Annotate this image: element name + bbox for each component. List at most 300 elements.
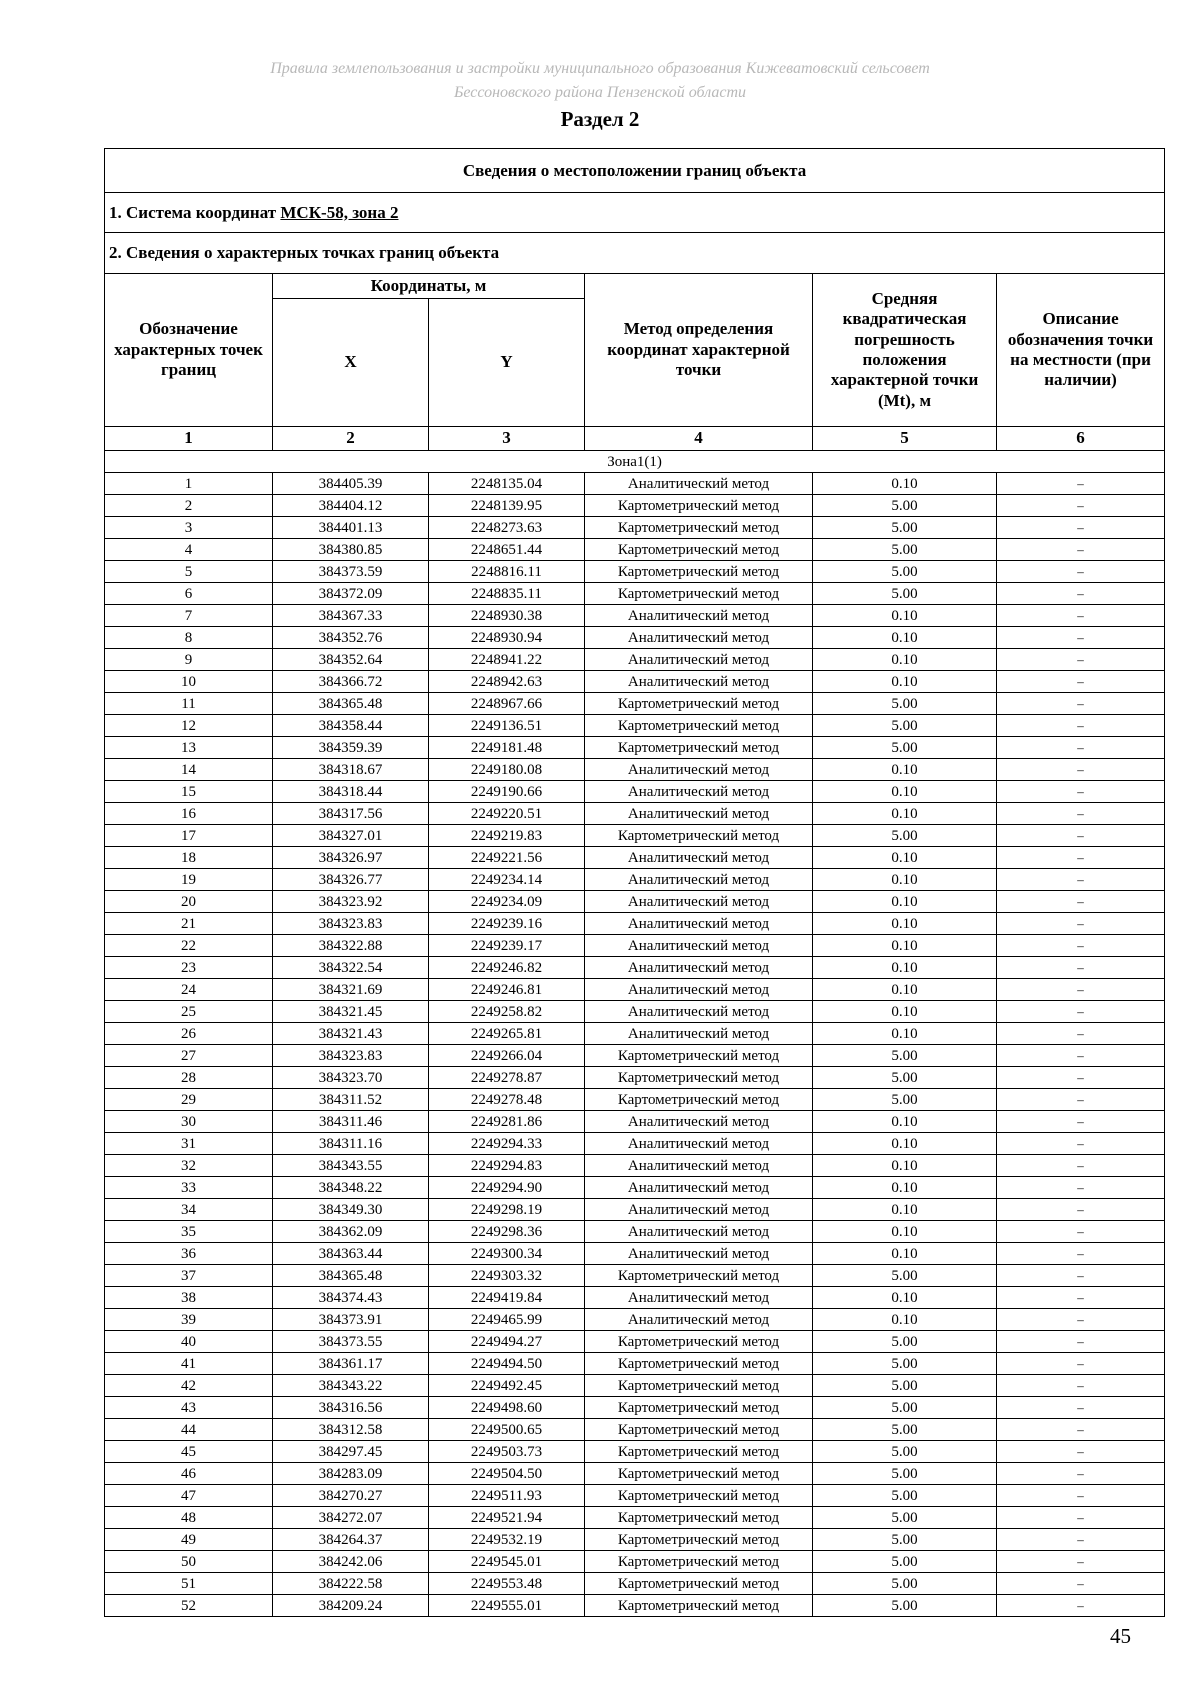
y-coordinate: 2248930.94	[429, 627, 585, 649]
point-number: 8	[105, 627, 273, 649]
method: Аналитический метод	[585, 671, 813, 693]
description: –	[997, 1529, 1165, 1551]
table-row	[105, 1529, 1165, 1551]
description: –	[997, 979, 1165, 1001]
table-row	[105, 473, 1165, 495]
method: Картометрический метод	[585, 1485, 813, 1507]
y-coordinate: 2249136.51	[429, 715, 585, 737]
col-header-coordinates: Координаты, м	[273, 274, 585, 299]
method: Аналитический метод	[585, 1287, 813, 1309]
point-number: 13	[105, 737, 273, 759]
x-coordinate: 384374.43	[273, 1287, 429, 1309]
mean-error: 5.00	[813, 1507, 997, 1529]
x-coordinate: 384311.52	[273, 1089, 429, 1111]
col-number-4: 4	[585, 427, 813, 451]
table-row	[105, 847, 1165, 869]
method: Картометрический метод	[585, 715, 813, 737]
table-row	[105, 1287, 1165, 1309]
point-number: 30	[105, 1111, 273, 1133]
page-number: 45	[1110, 1624, 1131, 1648]
x-coordinate: 384321.45	[273, 1001, 429, 1023]
description: –	[997, 517, 1165, 539]
point-number: 42	[105, 1375, 273, 1397]
col-number-3: 3	[429, 427, 585, 451]
description: –	[997, 1199, 1165, 1221]
y-coordinate: 2249494.27	[429, 1331, 585, 1353]
description: –	[997, 1353, 1165, 1375]
table-row	[105, 539, 1165, 561]
description: –	[997, 473, 1165, 495]
description: –	[997, 869, 1165, 891]
mean-error: 0.10	[813, 1111, 997, 1133]
mean-error: 0.10	[813, 605, 997, 627]
x-coordinate: 384343.55	[273, 1155, 429, 1177]
table-row	[105, 979, 1165, 1001]
table-row	[105, 649, 1165, 671]
mean-error: 5.00	[813, 1573, 997, 1595]
y-coordinate: 2248651.44	[429, 539, 585, 561]
description: –	[997, 1397, 1165, 1419]
mean-error: 5.00	[813, 737, 997, 759]
point-number: 25	[105, 1001, 273, 1023]
table-row	[105, 935, 1165, 957]
point-number: 3	[105, 517, 273, 539]
method: Аналитический метод	[585, 803, 813, 825]
table-row	[105, 1221, 1165, 1243]
description: –	[997, 759, 1165, 781]
description: –	[997, 495, 1165, 517]
col-header-error: Средняя квадратическая погрешность положения характерной точки (Mt), м	[813, 274, 997, 427]
y-coordinate: 2249265.81	[429, 1023, 585, 1045]
table-title: Сведения о местоположении границ объекта	[105, 149, 1165, 193]
point-number: 36	[105, 1243, 273, 1265]
x-coordinate: 384270.27	[273, 1485, 429, 1507]
mean-error: 5.00	[813, 1529, 997, 1551]
mean-error: 5.00	[813, 1067, 997, 1089]
table-row	[105, 1199, 1165, 1221]
x-coordinate: 384401.13	[273, 517, 429, 539]
y-coordinate: 2249234.14	[429, 869, 585, 891]
coordinate-system-row	[105, 193, 1165, 233]
mean-error: 0.10	[813, 913, 997, 935]
running-header-line-1: Правила землепользования и застройки муниципального образования Кижеватовский сельсовет	[270, 60, 930, 77]
point-number: 27	[105, 1045, 273, 1067]
point-number: 29	[105, 1089, 273, 1111]
point-number: 39	[105, 1309, 273, 1331]
x-coordinate: 384317.56	[273, 803, 429, 825]
y-coordinate: 2248967.66	[429, 693, 585, 715]
method: Картометрический метод	[585, 1441, 813, 1463]
table-row	[105, 1573, 1165, 1595]
x-coordinate: 384373.59	[273, 561, 429, 583]
method: Аналитический метод	[585, 1133, 813, 1155]
point-number: 7	[105, 605, 273, 627]
point-number: 16	[105, 803, 273, 825]
coordinate-system-value: МСК-58, зона 2	[280, 202, 399, 222]
col-number-1: 1	[105, 427, 273, 451]
mean-error: 5.00	[813, 1485, 997, 1507]
mean-error: 5.00	[813, 1595, 997, 1617]
method: Аналитический метод	[585, 979, 813, 1001]
table-row	[105, 957, 1165, 979]
y-coordinate: 2249498.60	[429, 1397, 585, 1419]
zone-label: Зона1(1)	[105, 451, 1165, 473]
x-coordinate: 384311.46	[273, 1111, 429, 1133]
method: Аналитический метод	[585, 605, 813, 627]
mean-error: 0.10	[813, 1199, 997, 1221]
y-coordinate: 2249266.04	[429, 1045, 585, 1067]
table-row	[105, 781, 1165, 803]
description: –	[997, 715, 1165, 737]
description: –	[997, 605, 1165, 627]
mean-error: 0.10	[813, 1243, 997, 1265]
point-number: 1	[105, 473, 273, 495]
points-heading: 2. Сведения о характерных точках границ объекта	[105, 233, 1165, 274]
mean-error: 5.00	[813, 583, 997, 605]
method: Аналитический метод	[585, 935, 813, 957]
mean-error: 5.00	[813, 1331, 997, 1353]
y-coordinate: 2249180.08	[429, 759, 585, 781]
point-number: 26	[105, 1023, 273, 1045]
method: Картометрический метод	[585, 1463, 813, 1485]
description: –	[997, 1067, 1165, 1089]
table-row	[105, 913, 1165, 935]
description: –	[997, 1507, 1165, 1529]
y-coordinate: 2249521.94	[429, 1507, 585, 1529]
x-coordinate: 384366.72	[273, 671, 429, 693]
x-coordinate: 384209.24	[273, 1595, 429, 1617]
description: –	[997, 1375, 1165, 1397]
method: Аналитический метод	[585, 1155, 813, 1177]
mean-error: 0.10	[813, 473, 997, 495]
x-coordinate: 384363.44	[273, 1243, 429, 1265]
point-number: 4	[105, 539, 273, 561]
description: –	[997, 1287, 1165, 1309]
method: Аналитический метод	[585, 869, 813, 891]
y-coordinate: 2249504.50	[429, 1463, 585, 1485]
x-coordinate: 384297.45	[273, 1441, 429, 1463]
mean-error: 0.10	[813, 1309, 997, 1331]
description: –	[997, 1331, 1165, 1353]
x-coordinate: 384283.09	[273, 1463, 429, 1485]
point-number: 52	[105, 1595, 273, 1617]
boundary-points-table	[104, 148, 1165, 1617]
method: Картометрический метод	[585, 1573, 813, 1595]
table-row	[105, 1111, 1165, 1133]
description: –	[997, 825, 1165, 847]
table-row	[105, 1353, 1165, 1375]
method: Картометрический метод	[585, 1375, 813, 1397]
method: Картометрический метод	[585, 1265, 813, 1287]
x-coordinate: 384348.22	[273, 1177, 429, 1199]
x-coordinate: 384367.33	[273, 605, 429, 627]
x-coordinate: 384321.69	[273, 979, 429, 1001]
point-number: 11	[105, 693, 273, 715]
method: Картометрический метод	[585, 825, 813, 847]
y-coordinate: 2249298.36	[429, 1221, 585, 1243]
table-row	[105, 1265, 1165, 1287]
mean-error: 0.10	[813, 649, 997, 671]
description: –	[997, 1551, 1165, 1573]
method: Картометрический метод	[585, 583, 813, 605]
x-coordinate: 384323.83	[273, 913, 429, 935]
mean-error: 0.10	[813, 781, 997, 803]
description: –	[997, 913, 1165, 935]
x-coordinate: 384362.09	[273, 1221, 429, 1243]
y-coordinate: 2249555.01	[429, 1595, 585, 1617]
table-row	[105, 1485, 1165, 1507]
point-number: 33	[105, 1177, 273, 1199]
point-number: 6	[105, 583, 273, 605]
mean-error: 0.10	[813, 935, 997, 957]
method: Аналитический метод	[585, 781, 813, 803]
description: –	[997, 1463, 1165, 1485]
method: Картометрический метод	[585, 1353, 813, 1375]
mean-error: 5.00	[813, 693, 997, 715]
x-coordinate: 384321.43	[273, 1023, 429, 1045]
y-coordinate: 2249278.48	[429, 1089, 585, 1111]
description: –	[997, 1309, 1165, 1331]
x-coordinate: 384365.48	[273, 693, 429, 715]
description: –	[997, 693, 1165, 715]
y-coordinate: 2249300.34	[429, 1243, 585, 1265]
x-coordinate: 384327.01	[273, 825, 429, 847]
point-number: 19	[105, 869, 273, 891]
method: Картометрический метод	[585, 517, 813, 539]
x-coordinate: 384272.07	[273, 1507, 429, 1529]
y-coordinate: 2248835.11	[429, 583, 585, 605]
x-coordinate: 384405.39	[273, 473, 429, 495]
mean-error: 5.00	[813, 1551, 997, 1573]
table-row	[105, 1309, 1165, 1331]
method: Аналитический метод	[585, 1199, 813, 1221]
mean-error: 0.10	[813, 1023, 997, 1045]
mean-error: 5.00	[813, 1375, 997, 1397]
point-number: 51	[105, 1573, 273, 1595]
method: Картометрический метод	[585, 1397, 813, 1419]
mean-error: 5.00	[813, 1463, 997, 1485]
point-number: 48	[105, 1507, 273, 1529]
y-coordinate: 2248139.95	[429, 495, 585, 517]
mean-error: 0.10	[813, 1133, 997, 1155]
x-coordinate: 384365.48	[273, 1265, 429, 1287]
mean-error: 0.10	[813, 1001, 997, 1023]
method: Аналитический метод	[585, 891, 813, 913]
mean-error: 0.10	[813, 1177, 997, 1199]
x-coordinate: 384359.39	[273, 737, 429, 759]
method: Картометрический метод	[585, 1595, 813, 1617]
point-number: 12	[105, 715, 273, 737]
y-coordinate: 2249532.19	[429, 1529, 585, 1551]
description: –	[997, 649, 1165, 671]
description: –	[997, 1419, 1165, 1441]
col-number-2: 2	[273, 427, 429, 451]
x-coordinate: 384311.16	[273, 1133, 429, 1155]
point-number: 47	[105, 1485, 273, 1507]
y-coordinate: 2249503.73	[429, 1441, 585, 1463]
x-coordinate: 384352.64	[273, 649, 429, 671]
point-number: 38	[105, 1287, 273, 1309]
mean-error: 5.00	[813, 517, 997, 539]
y-coordinate: 2249281.86	[429, 1111, 585, 1133]
point-number: 24	[105, 979, 273, 1001]
y-coordinate: 2249258.82	[429, 1001, 585, 1023]
table-row	[105, 1067, 1165, 1089]
description: –	[997, 627, 1165, 649]
mean-error: 5.00	[813, 495, 997, 517]
point-number: 49	[105, 1529, 273, 1551]
mean-error: 0.10	[813, 671, 997, 693]
method: Картометрический метод	[585, 561, 813, 583]
method: Аналитический метод	[585, 957, 813, 979]
mean-error: 5.00	[813, 1353, 997, 1375]
col-header-method: Метод определения координат характерной точки	[585, 274, 813, 427]
description: –	[997, 781, 1165, 803]
x-coordinate: 384222.58	[273, 1573, 429, 1595]
x-coordinate: 384264.37	[273, 1529, 429, 1551]
table-row	[105, 1397, 1165, 1419]
method: Аналитический метод	[585, 759, 813, 781]
mean-error: 5.00	[813, 825, 997, 847]
point-number: 50	[105, 1551, 273, 1573]
method: Аналитический метод	[585, 1111, 813, 1133]
method: Аналитический метод	[585, 1001, 813, 1023]
method: Картометрический метод	[585, 1419, 813, 1441]
y-coordinate: 2249294.90	[429, 1177, 585, 1199]
point-number: 2	[105, 495, 273, 517]
mean-error: 5.00	[813, 1397, 997, 1419]
method: Аналитический метод	[585, 627, 813, 649]
y-coordinate: 2249239.17	[429, 935, 585, 957]
point-number: 23	[105, 957, 273, 979]
description: –	[997, 1045, 1165, 1067]
col-number-5: 5	[813, 427, 997, 451]
coordinate-system-label: 1. Система координат	[109, 202, 281, 222]
table-row	[105, 693, 1165, 715]
y-coordinate: 2248942.63	[429, 671, 585, 693]
description: –	[997, 1243, 1165, 1265]
point-number: 45	[105, 1441, 273, 1463]
method: Картометрический метод	[585, 1067, 813, 1089]
x-coordinate: 384349.30	[273, 1199, 429, 1221]
table-row	[105, 1243, 1165, 1265]
table-row	[105, 759, 1165, 781]
table-row	[105, 1463, 1165, 1485]
point-number: 31	[105, 1133, 273, 1155]
table-row	[105, 561, 1165, 583]
table-row	[105, 891, 1165, 913]
y-coordinate: 2249465.99	[429, 1309, 585, 1331]
table-row	[105, 1551, 1165, 1573]
point-number: 10	[105, 671, 273, 693]
method: Аналитический метод	[585, 913, 813, 935]
col-header-description: Описание обозначения точки на местности (при наличии)	[997, 274, 1165, 427]
table-row	[105, 825, 1165, 847]
table-row	[105, 715, 1165, 737]
table-row	[105, 627, 1165, 649]
table-row	[105, 1023, 1165, 1045]
description: –	[997, 847, 1165, 869]
y-coordinate: 2248930.38	[429, 605, 585, 627]
x-coordinate: 384322.88	[273, 935, 429, 957]
y-coordinate: 2249294.83	[429, 1155, 585, 1177]
y-coordinate: 2249298.19	[429, 1199, 585, 1221]
description: –	[997, 891, 1165, 913]
y-coordinate: 2248135.04	[429, 473, 585, 495]
mean-error: 5.00	[813, 1441, 997, 1463]
mean-error: 5.00	[813, 715, 997, 737]
x-coordinate: 384312.58	[273, 1419, 429, 1441]
y-coordinate: 2249545.01	[429, 1551, 585, 1573]
mean-error: 0.10	[813, 627, 997, 649]
y-coordinate: 2249511.93	[429, 1485, 585, 1507]
mean-error: 5.00	[813, 1419, 997, 1441]
mean-error: 5.00	[813, 1089, 997, 1111]
y-coordinate: 2249492.45	[429, 1375, 585, 1397]
method: Картометрический метод	[585, 1551, 813, 1573]
method: Картометрический метод	[585, 539, 813, 561]
point-number: 32	[105, 1155, 273, 1177]
table-row	[105, 1177, 1165, 1199]
mean-error: 0.10	[813, 891, 997, 913]
y-coordinate: 2248816.11	[429, 561, 585, 583]
description: –	[997, 1573, 1165, 1595]
mean-error: 5.00	[813, 1265, 997, 1287]
table-row	[105, 495, 1165, 517]
section-title: Раздел 2	[560, 107, 640, 131]
point-number: 35	[105, 1221, 273, 1243]
point-number: 43	[105, 1397, 273, 1419]
table-row	[105, 1595, 1165, 1617]
x-coordinate: 384404.12	[273, 495, 429, 517]
point-number: 40	[105, 1331, 273, 1353]
description: –	[997, 1221, 1165, 1243]
point-number: 44	[105, 1419, 273, 1441]
description: –	[997, 1265, 1165, 1287]
method: Картометрический метод	[585, 737, 813, 759]
x-coordinate: 384323.70	[273, 1067, 429, 1089]
point-number: 41	[105, 1353, 273, 1375]
running-header-line-2: Бессоновского района Пензенской области	[453, 84, 747, 101]
x-coordinate: 384326.77	[273, 869, 429, 891]
table-row	[105, 1155, 1165, 1177]
method: Аналитический метод	[585, 473, 813, 495]
y-coordinate: 2249239.16	[429, 913, 585, 935]
y-coordinate: 2249500.65	[429, 1419, 585, 1441]
y-coordinate: 2249419.84	[429, 1287, 585, 1309]
y-coordinate: 2249219.83	[429, 825, 585, 847]
mean-error: 5.00	[813, 539, 997, 561]
table-row	[105, 1133, 1165, 1155]
point-number: 14	[105, 759, 273, 781]
col-header-designation: Обозначение характерных точек границ	[105, 274, 273, 427]
y-coordinate: 2249246.82	[429, 957, 585, 979]
mean-error: 5.00	[813, 561, 997, 583]
table-row	[105, 517, 1165, 539]
y-coordinate: 2248941.22	[429, 649, 585, 671]
method: Картометрический метод	[585, 1529, 813, 1551]
description: –	[997, 1089, 1165, 1111]
x-coordinate: 384323.83	[273, 1045, 429, 1067]
x-coordinate: 384242.06	[273, 1551, 429, 1573]
mean-error: 0.10	[813, 847, 997, 869]
x-coordinate: 384373.91	[273, 1309, 429, 1331]
col-number-6: 6	[997, 427, 1165, 451]
x-coordinate: 384322.54	[273, 957, 429, 979]
method: Аналитический метод	[585, 1243, 813, 1265]
x-coordinate: 384361.17	[273, 1353, 429, 1375]
description: –	[997, 561, 1165, 583]
